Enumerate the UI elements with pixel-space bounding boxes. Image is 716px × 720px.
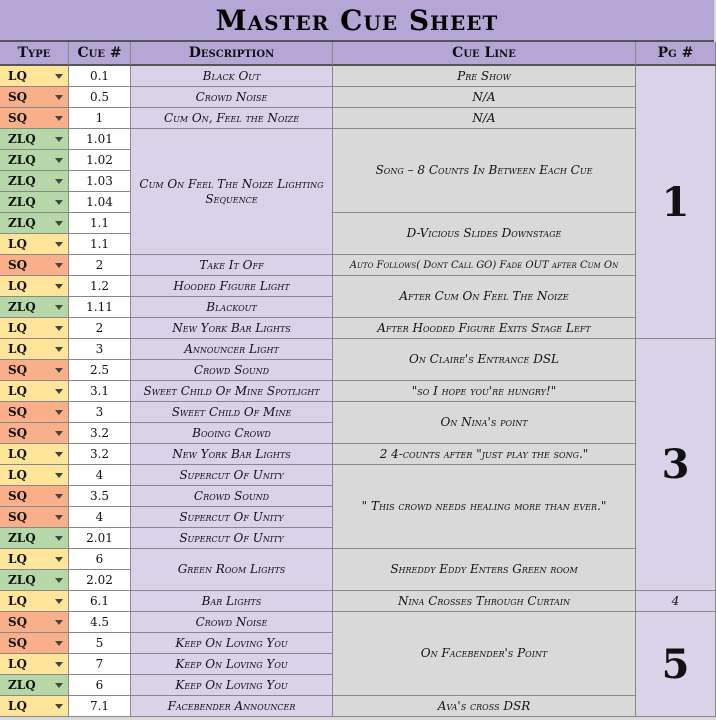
- description-cell[interactable]: Keep On Loving You: [131, 633, 333, 654]
- type-select[interactable]: SQ: [0, 423, 69, 444]
- type-select[interactable]: ZLQ: [0, 129, 69, 150]
- description-cell[interactable]: Crowd Sound: [131, 486, 333, 507]
- page-number-cell[interactable]: 1: [636, 66, 716, 339]
- description-cell[interactable]: Crowd Noise: [131, 612, 333, 633]
- cue-number-cell[interactable]: 0.5: [69, 87, 131, 108]
- cue-line-cell[interactable]: After Cum On Feel The Noize: [333, 276, 636, 318]
- dropdown-arrow-icon[interactable]: [55, 641, 63, 646]
- description-cell[interactable]: Supercut Of Unity: [131, 465, 333, 486]
- dropdown-arrow-icon[interactable]: [55, 494, 63, 499]
- type-select[interactable]: LQ: [0, 318, 69, 339]
- description-cell[interactable]: Supercut Of Unity: [131, 507, 333, 528]
- description-cell[interactable]: Sweet Child Of Mine Spotlight: [131, 381, 333, 402]
- description-cell[interactable]: Keep On Loving You: [131, 654, 333, 675]
- header-cue-number[interactable]: Cue #: [69, 42, 131, 66]
- type-select[interactable]: LQ: [0, 339, 69, 360]
- type-select[interactable]: LQ: [0, 591, 69, 612]
- cue-number-cell[interactable]: 6: [69, 549, 131, 570]
- dropdown-arrow-icon[interactable]: [55, 578, 63, 583]
- dropdown-arrow-icon[interactable]: [55, 347, 63, 352]
- cue-line-cell[interactable]: On Claire's Entrance DSL: [333, 339, 636, 381]
- cue-line-cell[interactable]: " This crowd needs healing more than ever.": [333, 465, 636, 549]
- cue-line-cell[interactable]: N/A: [333, 108, 636, 129]
- cue-number-cell[interactable]: 2.01: [69, 528, 131, 549]
- header-description[interactable]: Description: [131, 42, 333, 66]
- cue-number-cell[interactable]: 3.2: [69, 423, 131, 444]
- type-select[interactable]: SQ: [0, 402, 69, 423]
- cue-number-cell[interactable]: 7.1: [69, 696, 131, 717]
- cue-line-cell[interactable]: On Nina's point: [333, 402, 636, 444]
- type-select[interactable]: LQ: [0, 276, 69, 297]
- cue-number-cell[interactable]: 3: [69, 402, 131, 423]
- dropdown-arrow-icon[interactable]: [55, 284, 63, 289]
- sheet-title: Master Cue Sheet: [0, 0, 714, 42]
- cue-number-cell[interactable]: 3.5: [69, 486, 131, 507]
- cue-number-cell[interactable]: 3.1: [69, 381, 131, 402]
- dropdown-arrow-icon[interactable]: [55, 389, 63, 394]
- dropdown-arrow-icon[interactable]: [55, 116, 63, 121]
- description-cell[interactable]: Sweet Child Of Mine: [131, 402, 333, 423]
- description-cell[interactable]: Blackout: [131, 297, 333, 318]
- cue-number-cell[interactable]: 2: [69, 255, 131, 276]
- cue-number-cell[interactable]: 4: [69, 465, 131, 486]
- description-cell[interactable]: Cum On Feel The Noize Lighting Sequence: [131, 129, 333, 255]
- cue-number-cell[interactable]: 1: [69, 108, 131, 129]
- dropdown-arrow-icon[interactable]: [55, 221, 63, 226]
- type-select[interactable]: SQ: [0, 360, 69, 381]
- cue-number-cell[interactable]: 4: [69, 507, 131, 528]
- cue-line-cell[interactable]: After Hooded Figure Exits Stage Left: [333, 318, 636, 339]
- dropdown-arrow-icon[interactable]: [55, 620, 63, 625]
- cue-line-cell[interactable]: Nina Crosses Through Curtain: [333, 591, 636, 612]
- header-cue-line[interactable]: Cue Line: [333, 42, 636, 66]
- cue-number-cell[interactable]: 3.2: [69, 444, 131, 465]
- dropdown-arrow-icon[interactable]: [55, 137, 63, 142]
- cue-number-cell[interactable]: 5: [69, 633, 131, 654]
- cue-line-cell[interactable]: Song – 8 Counts In Between Each Cue: [333, 129, 636, 213]
- cue-line-cell[interactable]: Pre Show: [333, 66, 636, 87]
- dropdown-arrow-icon[interactable]: [55, 599, 63, 604]
- description-cell[interactable]: Booing Crowd: [131, 423, 333, 444]
- type-select[interactable]: ZLQ: [0, 213, 69, 234]
- page-number-cell[interactable]: 4: [636, 591, 716, 612]
- dropdown-arrow-icon[interactable]: [55, 242, 63, 247]
- cue-number-cell[interactable]: 2: [69, 318, 131, 339]
- dropdown-arrow-icon[interactable]: [55, 368, 63, 373]
- type-select[interactable]: SQ: [0, 612, 69, 633]
- dropdown-arrow-icon[interactable]: [55, 704, 63, 709]
- cue-number-cell[interactable]: 2.02: [69, 570, 131, 591]
- cue-number-cell[interactable]: 1.1: [69, 234, 131, 255]
- dropdown-arrow-icon[interactable]: [55, 95, 63, 100]
- dropdown-arrow-icon[interactable]: [55, 179, 63, 184]
- type-select[interactable]: SQ: [0, 87, 69, 108]
- cue-line-cell[interactable]: N/A: [333, 87, 636, 108]
- dropdown-arrow-icon[interactable]: [55, 158, 63, 163]
- type-select[interactable]: LQ: [0, 66, 69, 87]
- dropdown-arrow-icon[interactable]: [55, 452, 63, 457]
- description-cell[interactable]: Announcer Light: [131, 339, 333, 360]
- cue-line-cell[interactable]: D-Vicious Slides Downstage: [333, 213, 636, 255]
- type-select[interactable]: ZLQ: [0, 528, 69, 549]
- page-number-cell[interactable]: 5: [636, 612, 716, 717]
- dropdown-arrow-icon[interactable]: [55, 410, 63, 415]
- cue-number-cell[interactable]: 1.03: [69, 171, 131, 192]
- description-cell[interactable]: New York Bar Lights: [131, 444, 333, 465]
- cue-number-cell[interactable]: 1.2: [69, 276, 131, 297]
- type-select[interactable]: SQ: [0, 486, 69, 507]
- cue-number-cell[interactable]: 6: [69, 675, 131, 696]
- description-cell[interactable]: New York Bar Lights: [131, 318, 333, 339]
- dropdown-arrow-icon[interactable]: [55, 200, 63, 205]
- cue-line-cell[interactable]: Auto Follows( Dont Call GO) Fade OUT after Cum On: [333, 255, 636, 276]
- cue-line-cell[interactable]: Ava's cross DSR: [333, 696, 636, 717]
- type-select[interactable]: ZLQ: [0, 150, 69, 171]
- dropdown-arrow-icon[interactable]: [55, 305, 63, 310]
- type-select[interactable]: ZLQ: [0, 171, 69, 192]
- cue-number-cell[interactable]: 1.02: [69, 150, 131, 171]
- description-cell[interactable]: Black Out: [131, 66, 333, 87]
- type-select[interactable]: ZLQ: [0, 570, 69, 591]
- page-number-cell[interactable]: 3: [636, 339, 716, 591]
- cue-number-cell[interactable]: 1.01: [69, 129, 131, 150]
- dropdown-arrow-icon[interactable]: [55, 683, 63, 688]
- description-cell[interactable]: Facebender Announcer: [131, 696, 333, 717]
- description-cell[interactable]: Green Room Lights: [131, 549, 333, 591]
- cue-number-cell[interactable]: 7: [69, 654, 131, 675]
- type-select[interactable]: ZLQ: [0, 192, 69, 213]
- dropdown-arrow-icon[interactable]: [55, 473, 63, 478]
- cue-number-cell[interactable]: 1.04: [69, 192, 131, 213]
- description-cell[interactable]: Take It Off: [131, 255, 333, 276]
- type-select[interactable]: LQ: [0, 549, 69, 570]
- type-select[interactable]: LQ: [0, 654, 69, 675]
- cue-number-cell[interactable]: 4.5: [69, 612, 131, 633]
- dropdown-arrow-icon[interactable]: [55, 536, 63, 541]
- type-select[interactable]: LQ: [0, 381, 69, 402]
- cue-line-cell[interactable]: 2 4-counts after "just play the song.": [333, 444, 636, 465]
- dropdown-arrow-icon[interactable]: [55, 74, 63, 79]
- cue-number-cell[interactable]: 1.11: [69, 297, 131, 318]
- type-select[interactable]: SQ: [0, 507, 69, 528]
- dropdown-arrow-icon[interactable]: [55, 515, 63, 520]
- type-select[interactable]: ZLQ: [0, 675, 69, 696]
- description-cell[interactable]: Keep On Loving You: [131, 675, 333, 696]
- type-select[interactable]: LQ: [0, 465, 69, 486]
- cue-line-cell[interactable]: On Facebender's Point: [333, 612, 636, 696]
- cue-number-cell[interactable]: 2.5: [69, 360, 131, 381]
- dropdown-arrow-icon[interactable]: [55, 263, 63, 268]
- description-cell[interactable]: Crowd Noise: [131, 87, 333, 108]
- dropdown-arrow-icon[interactable]: [55, 662, 63, 667]
- type-select[interactable]: LQ: [0, 696, 69, 717]
- header-type[interactable]: Type: [0, 42, 69, 66]
- cue-number-cell[interactable]: 3: [69, 339, 131, 360]
- type-select[interactable]: LQ: [0, 444, 69, 465]
- description-cell[interactable]: Hooded Figure Light: [131, 276, 333, 297]
- cue-number-cell[interactable]: 6.1: [69, 591, 131, 612]
- cue-number-cell[interactable]: 0.1: [69, 66, 131, 87]
- cue-line-cell[interactable]: Shreddy Eddy Enters Green room: [333, 549, 636, 591]
- dropdown-arrow-icon[interactable]: [55, 431, 63, 436]
- type-select[interactable]: SQ: [0, 108, 69, 129]
- dropdown-arrow-icon[interactable]: [55, 557, 63, 562]
- description-cell[interactable]: Cum On, Feel the Noize: [131, 108, 333, 129]
- header-page-number[interactable]: Pg #: [636, 42, 716, 66]
- type-select[interactable]: LQ: [0, 234, 69, 255]
- description-cell[interactable]: Supercut Of Unity: [131, 528, 333, 549]
- description-cell[interactable]: Bar Lights: [131, 591, 333, 612]
- type-select[interactable]: ZLQ: [0, 297, 69, 318]
- type-select[interactable]: SQ: [0, 255, 69, 276]
- description-cell[interactable]: Crowd Sound: [131, 360, 333, 381]
- cue-line-cell[interactable]: "so I hope you're hungry!": [333, 381, 636, 402]
- dropdown-arrow-icon[interactable]: [55, 326, 63, 331]
- type-select[interactable]: SQ: [0, 633, 69, 654]
- cue-number-cell[interactable]: 1.1: [69, 213, 131, 234]
